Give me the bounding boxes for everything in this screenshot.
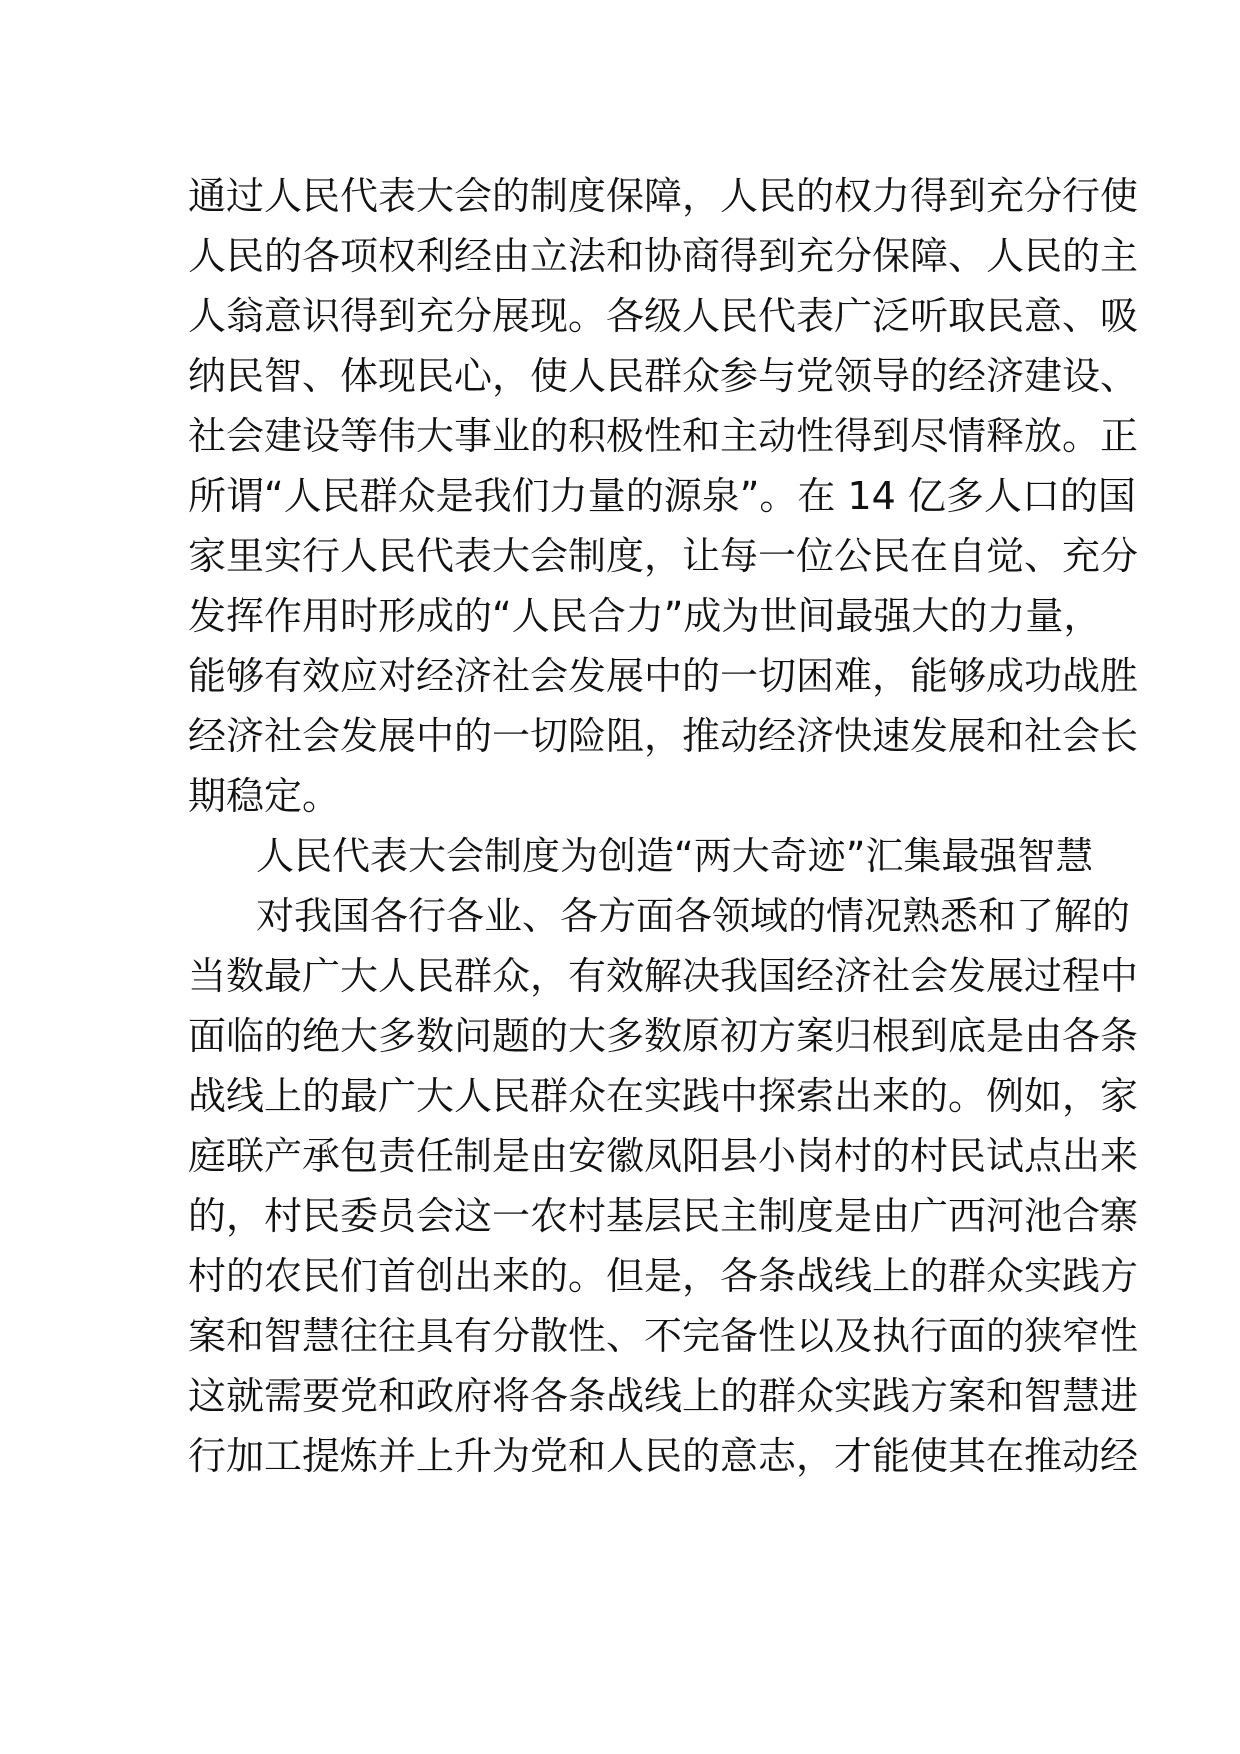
paragraph-2-line-8: 案和智慧往往具有分散性、不完备性以及执行面的狭窄性 <box>188 1314 1139 1358</box>
paragraph-1-line-3: 人翁意识得到充分展现。各级人民代表广泛听取民意、吸 <box>188 294 1139 338</box>
paragraph-1-line-8: 发挥作用时形成的“人民合力”成为世间最强大的力量， <box>188 594 1102 638</box>
paragraph-1-line-4: 纳民智、体现民心，使人民群众参与党领导的经济建设、 <box>188 354 1139 398</box>
section-heading: 人民代表大会制度为创造“两大奇迹”汇集最强智慧 <box>256 834 1094 878</box>
paragraph-1-line-6: 所谓“人民群众是我们力量的源泉”。在 14 亿多人口的国 <box>188 474 1136 518</box>
paragraph-1-line-5: 社会建设等伟大事业的积极性和主动性得到尽情释放。正 <box>188 414 1139 458</box>
paragraph-2-line-1: 对我国各行各业、各方面各领域的情况熟悉和了解的 <box>256 894 1131 938</box>
paragraph-1-line-10: 经济社会发展中的一切险阻，推动经济快速发展和社会长 <box>188 714 1139 758</box>
paragraph-1-line-1: 通过人民代表大会的制度保障，人民的权力得到充分行使 <box>188 174 1139 218</box>
paragraph-1-line-2: 人民的各项权利经由立法和协商得到充分保障、人民的主 <box>188 234 1139 278</box>
paragraph-2-line-10: 行加工提炼并上升为党和人民的意志，才能使其在推动经 <box>188 1434 1139 1478</box>
paragraph-1-line-11: 期稳定。 <box>188 774 341 818</box>
paragraph-2-line-2: 当数最广大人民群众，有效解决我国经济社会发展过程中 <box>188 954 1139 998</box>
paragraph-1-line-7: 家里实行人民代表大会制度，让每一位公民在自觉、充分 <box>188 534 1139 578</box>
paragraph-2-line-3: 面临的绝大多数问题的大多数原初方案归根到底是由各条 <box>188 1014 1139 1058</box>
paragraph-2-line-5: 庭联产承包责任制是由安徽凤阳县小岗村的村民试点出来 <box>188 1134 1139 1178</box>
paragraph-2-line-9: 这就需要党和政府将各条战线上的群众实践方案和智慧进 <box>188 1374 1139 1418</box>
paragraph-2-line-4: 战线上的最广大人民群众在实践中探索出来的。例如，家 <box>188 1074 1139 1118</box>
paragraph-1-line-9: 能够有效应对经济社会发展中的一切困难，能够成功战胜 <box>188 654 1139 698</box>
paragraph-2-line-6: 的，村民委员会这一农村基层民主制度是由广西河池合寨 <box>188 1194 1139 1238</box>
paragraph-2-line-7: 村的农民们首创出来的。但是，各条战线上的群众实践方 <box>188 1254 1139 1298</box>
